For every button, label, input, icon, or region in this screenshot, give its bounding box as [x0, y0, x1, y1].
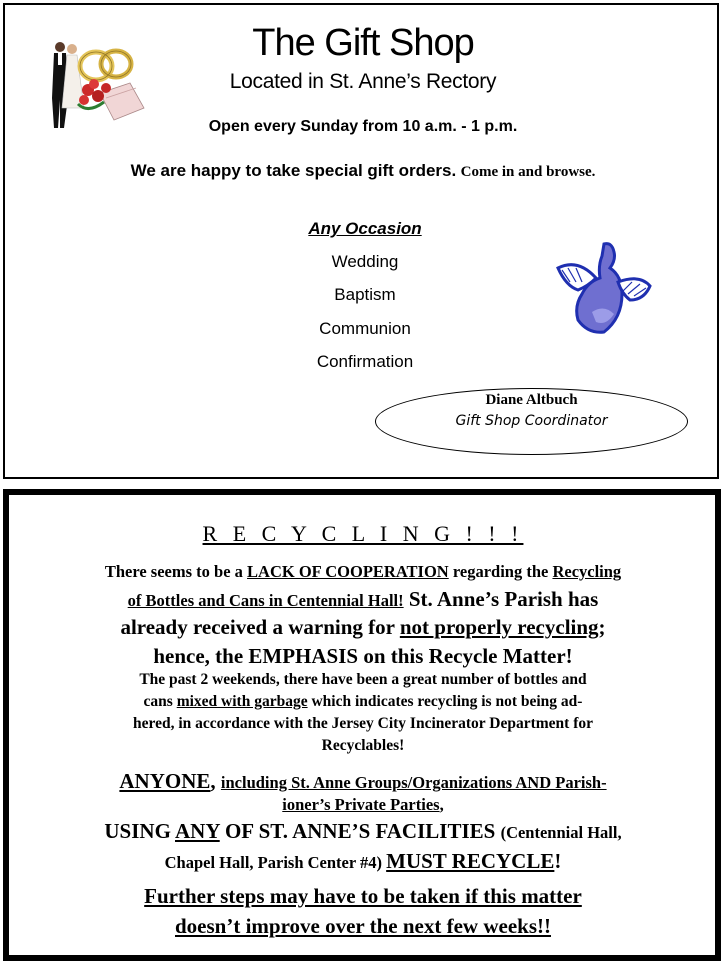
- occasion-item: Confirmation: [316, 352, 414, 371]
- recycling-warning-line2: doesn’t improve over the next few weeks!!: [175, 914, 551, 938]
- must-recycle-text: MUST RECYCLE: [386, 849, 555, 873]
- anyone-text: ANYONE: [119, 769, 211, 793]
- gift-orders-text: [0, 161, 726, 181]
- text-span: cans: [143, 693, 177, 710]
- recycling-p2-line4: Recyclables!: [321, 737, 405, 754]
- wedding-icon: [48, 38, 148, 133]
- recycling-underlined: Recycling: [552, 562, 622, 581]
- coordinator-role: Gift Shop Coordinator: [455, 413, 608, 429]
- gift-orders-main: We are happy to take special gift orders.: [130, 161, 457, 180]
- gift-shop-location: Located in St. Anne’s Rectory: [229, 70, 497, 93]
- recycling-p3-line4: [6, 849, 720, 874]
- text-span: USING: [104, 819, 175, 843]
- mixed-with-garbage: mixed with garbage: [176, 693, 308, 710]
- text-span: ;: [598, 615, 606, 639]
- recycling-p3-line1: [6, 769, 720, 794]
- groups-text: including St. Anne Groups/Organizations AND Parish-: [220, 773, 607, 792]
- text-span: already received a warning for: [120, 615, 400, 639]
- text-span: regarding the: [448, 562, 553, 581]
- occasion-item: Communion: [319, 319, 411, 338]
- groups-text: ioner’s Private Parties: [282, 795, 440, 814]
- gift-orders-tail: Come in and browse.: [460, 164, 596, 180]
- recycling-p2-line1: The past 2 weekends, there have been a great number of bottles and: [139, 671, 587, 688]
- recycling-warning-line1: Further steps may have to be taken if this matter: [144, 884, 582, 908]
- text-span: ,: [210, 769, 221, 793]
- text-span: There seems to be a: [104, 562, 248, 581]
- text-span: !: [554, 849, 562, 873]
- recycling-title: R E C Y C L I N G ! ! !: [202, 521, 524, 546]
- facilities-text: Chapel Hall, Parish Center #4): [164, 853, 387, 872]
- occasion-heading: Any Occasion: [308, 219, 422, 238]
- facilities-text: (Centennial Hall,: [500, 823, 622, 842]
- recycling-p2-line2: [6, 693, 720, 711]
- dove-icon: [548, 238, 660, 338]
- recycling-p1-line2: [6, 587, 720, 612]
- any-text: ANY: [175, 819, 220, 843]
- lack-of-cooperation: LACK OF COOPERATION: [247, 562, 449, 581]
- gift-shop-title: The Gift Shop: [252, 22, 474, 64]
- text-span: St. Anne’s Parish has: [403, 587, 599, 611]
- gift-shop-hours: Open every Sunday from 10 a.m. - 1 p.m.: [208, 118, 518, 135]
- bottles-cans-text: of Bottles and Cans in Centennial Hall!: [127, 591, 404, 610]
- occasion-item: Baptism: [334, 285, 396, 304]
- recycling-p3-line3: [6, 819, 720, 844]
- not-properly-recycling: not properly recycling: [399, 615, 599, 639]
- occasion-item: Wedding: [331, 252, 399, 271]
- recycling-p1-line1: [6, 562, 720, 582]
- text-span: which indicates recycling is not being ad-: [307, 693, 583, 710]
- recycling-p2-line3: hered, in accordance with the Jersey City Incinerator Department for: [132, 715, 594, 732]
- recycling-p1-line3: [6, 615, 720, 640]
- text-span: ,: [439, 795, 444, 814]
- text-span: OF ST. ANNE’S FACILITIES: [219, 819, 501, 843]
- coordinator-name: Diane Altbuch: [485, 392, 578, 408]
- recycling-p1-line4: hence, the EMPHASIS on this Recycle Matter!: [153, 644, 573, 668]
- recycling-p3-line2: [6, 795, 720, 815]
